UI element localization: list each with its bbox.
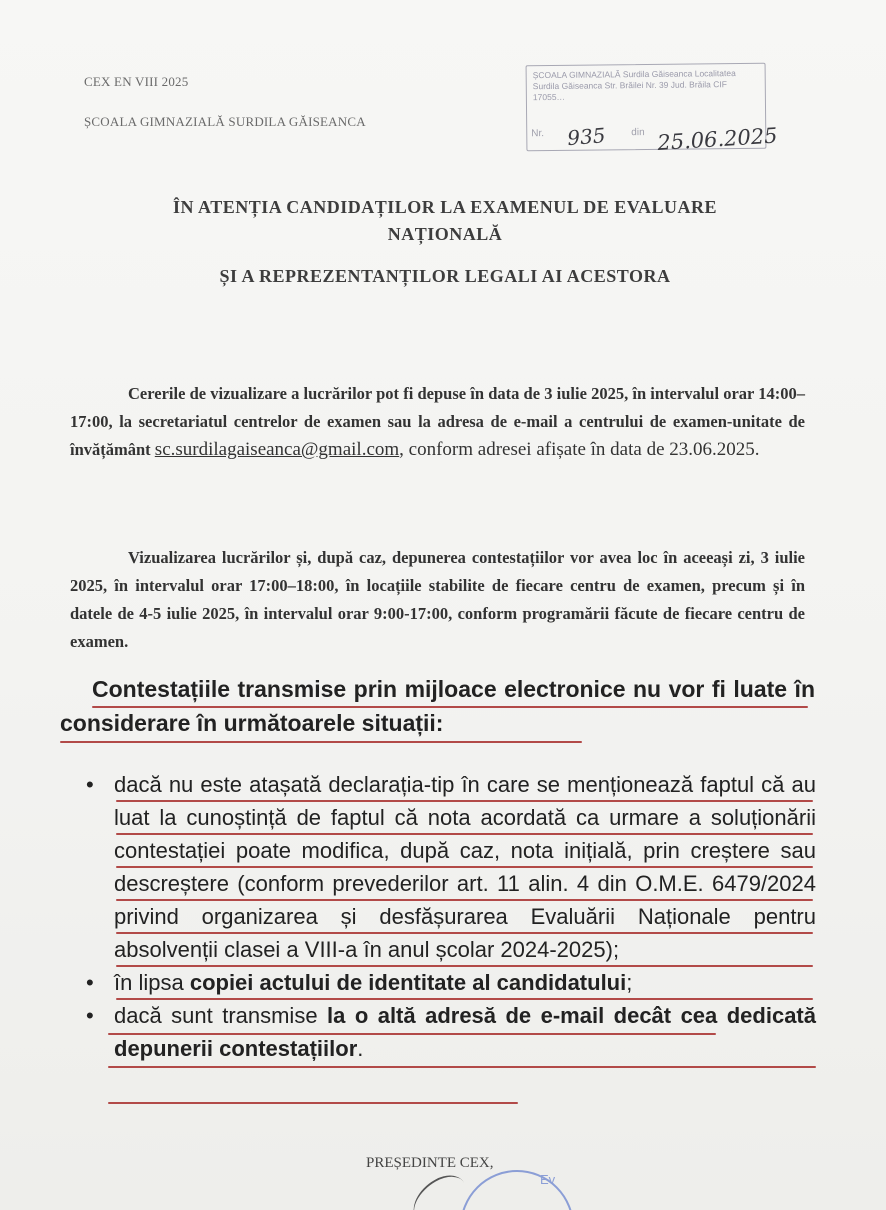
underline-mark	[116, 899, 813, 901]
list-item-text: în lipsa	[114, 970, 190, 995]
registration-stamp	[526, 63, 779, 156]
underline-mark	[116, 965, 813, 967]
signature-label: PREȘEDINTE CEX,	[366, 1155, 494, 1171]
stamp-handwritten-date: 25.06.2025	[656, 123, 779, 156]
header-block	[84, 74, 366, 154]
header-line-school: ȘCOALA GIMNAZIALĂ SURDILA GĂISEANCA	[84, 114, 366, 129]
list-item	[86, 966, 816, 999]
stamp-handwritten-number: 935	[566, 123, 607, 151]
underline-mark	[92, 706, 808, 708]
paragraph-viewing: Vizualizarea lucrărilor și, după caz, depunerea contestațiilor vor avea loc în aceeași zi, 3 iulie 2025, în intervalul orar 17:00–18:00, în locațiile stabilite de fiecare centru de examen, precum și în datele de 4-5 iulie 2025, în intervalul orar 9:00-17:00, conform programării făcute de fiecare centru de examen.	[70, 548, 805, 651]
title-line-3: ȘI A REPREZENTANȚILOR LEGALI AI ACESTORA	[219, 266, 671, 286]
stamp-reg-label: Nr.	[531, 128, 545, 140]
list-item-text: dacă sunt transmise	[114, 1003, 328, 1028]
list-item-text: dacă nu este atașată declarația-tip în care se menționează faptul că au luat la cunoștință de faptul că nota acordată ca urmare a soluționării contestației poate modifica, după caz, nota inițială, prin creștere sau descreștere (conform prevederilor art. 11 alin. 4 din O.M.E. 6479/2024 privind organizarea și desfășurarea Evaluării Naționale pentru absolvenții clasei a VIII-a în anul școlar 2024-2025);	[114, 772, 816, 962]
email-link[interactable]: sc.surdilagaiseanca@gmail.com	[154, 439, 400, 460]
underline-mark	[108, 1033, 716, 1035]
underline-mark	[116, 932, 813, 934]
list-item-text: ;	[626, 970, 633, 995]
underline-mark	[116, 998, 813, 1000]
official-seal	[460, 1170, 574, 1210]
title-line-1: ÎN ATENȚIA CANDIDAȚILOR LA EXAMENUL DE EVALUARE	[173, 197, 717, 217]
underline-mark	[116, 800, 813, 802]
list-item	[86, 999, 816, 1065]
title-line-2: NAȚIONALĂ	[387, 224, 503, 244]
seal-text: Ev	[540, 1172, 556, 1187]
underline-mark	[116, 833, 813, 835]
list-item-bold: copiei actului de identitate al candidatului	[189, 970, 627, 995]
paragraph-requests-tail: , conform adresei afișate în data de 23.06.2025.	[399, 439, 760, 460]
list-item-text: .	[357, 1036, 364, 1061]
list-item-bold: la o altă adresă de e-mail decât cea dedicată depunerii contestațiilor	[114, 1003, 816, 1061]
underline-mark	[108, 1066, 816, 1068]
paragraph-requests-text: Cererile de vizualizare a lucrărilor pot fi depuse în data de 3 iulie 2025, în intervalul orar 14:00–17:00, la secretariatul centrelor de examen sau la adresa de e-mail a centrului de examen-unitate de învățământ	[70, 384, 805, 459]
stamp-din-label: din	[631, 127, 645, 139]
section-heading: Contestațiile transmise prin mijloace electronice nu vor fi luate în considerare în următoarele situații:	[60, 676, 815, 736]
conditions-list	[86, 768, 816, 1065]
underline-mark	[108, 1102, 518, 1104]
header-line-exam: CEX EN VIII 2025	[84, 74, 189, 89]
underline-mark	[116, 866, 813, 868]
stamp-text: ȘCOALA GIMNAZIALĂ Surdila Găiseanca Localitatea Surdila Găiseanca Str. Brăilei Nr. 39 Jud. Brăila CIF 17055…	[532, 68, 736, 103]
underline-mark	[60, 741, 582, 743]
paragraph-requests	[70, 380, 805, 464]
